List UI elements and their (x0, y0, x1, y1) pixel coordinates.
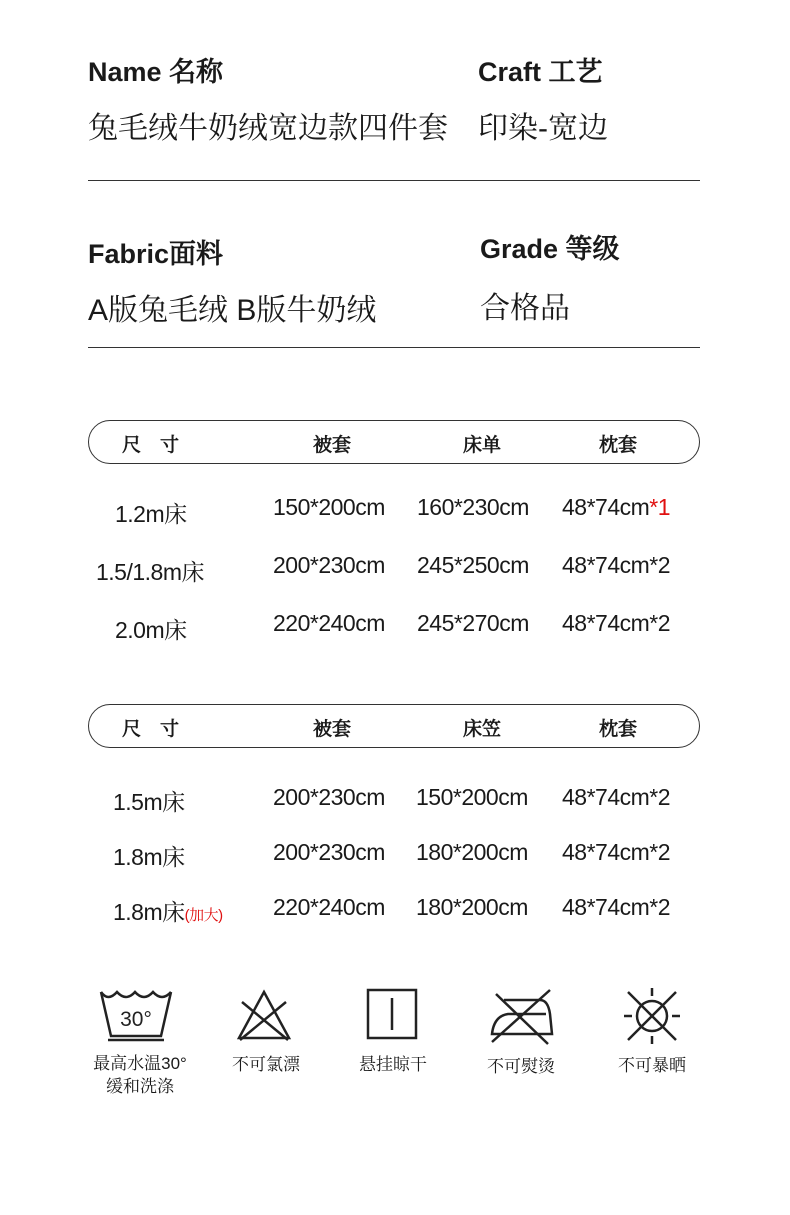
row-sheet: 150*200cm (416, 784, 528, 810)
header-duvet-cover: 被套 (313, 719, 352, 740)
grade-label: Grade 等级 (480, 234, 620, 264)
craft-label: Craft 工艺 (478, 57, 603, 87)
size-table-header (88, 704, 700, 748)
no-iron-icon (488, 986, 554, 1048)
size-note: (加大) (184, 907, 223, 924)
wash-temp-text: 30° (120, 1008, 152, 1031)
row-pillow (562, 494, 670, 521)
care-label-no-bleach: 不可氯漂 (232, 1055, 300, 1074)
header-size: 尺 寸 (122, 719, 180, 740)
row-sheet: 180*200cm (416, 894, 528, 920)
pillow-count: *1 (649, 494, 671, 520)
row-pillow: 48*74cm*2 (562, 839, 671, 865)
header-fitted-sheet: 床笠 (463, 719, 502, 740)
wash-30-icon (98, 988, 174, 1042)
care-label-hang-dry: 悬挂晾干 (359, 1055, 427, 1074)
divider (88, 180, 700, 181)
name-label: Name 名称 (88, 57, 224, 87)
header-size: 尺 寸 (122, 435, 180, 456)
size-text: 1.8m床 (113, 899, 185, 925)
fabric-value: A版兔毛绒 B版牛奶绒 (88, 294, 377, 327)
row-duvet: 220*240cm (273, 894, 385, 920)
row-size: 1.2m床 (115, 501, 187, 527)
header-flat-sheet: 床单 (463, 435, 502, 456)
size-table-header (88, 420, 700, 464)
divider (88, 347, 700, 348)
header-duvet-cover: 被套 (313, 435, 352, 456)
row-pillow: 48*74cm*2 (562, 610, 671, 636)
name-value: 兔毛绒牛奶绒宽边款四件套 (88, 112, 448, 145)
row-duvet: 220*240cm (273, 610, 385, 636)
care-label-line: 缓和洗涤 (106, 1077, 174, 1096)
row-size (113, 894, 223, 927)
no-sun-dry-icon (622, 986, 682, 1046)
row-size: 1.5m床 (113, 789, 185, 815)
header-pillowcase: 枕套 (599, 435, 638, 456)
row-sheet: 245*270cm (417, 610, 529, 636)
care-label-no-sun: 不可暴晒 (618, 1056, 686, 1075)
care-label-wash (85, 1052, 195, 1098)
craft-value: 印染-宽边 (478, 112, 608, 145)
hang-dry-icon (366, 988, 418, 1040)
row-duvet: 200*230cm (273, 552, 385, 578)
row-duvet: 200*230cm (273, 784, 385, 810)
grade-value: 合格品 (480, 292, 570, 325)
no-bleach-icon (236, 988, 292, 1042)
header-pillowcase: 枕套 (599, 719, 638, 740)
row-duvet: 150*200cm (273, 494, 385, 520)
care-label-no-iron: 不可熨烫 (487, 1057, 555, 1076)
row-sheet: 180*200cm (416, 839, 528, 865)
row-duvet: 200*230cm (273, 839, 385, 865)
row-size: 1.8m床 (113, 844, 185, 870)
pillow-size: 48*74cm (562, 494, 650, 520)
row-size: 1.5/1.8m床 (96, 559, 204, 585)
row-pillow: 48*74cm*2 (562, 552, 671, 578)
care-label-line: 最高水温30° (93, 1054, 187, 1073)
fabric-label: Fabric面料 (88, 239, 224, 269)
row-sheet: 245*250cm (417, 552, 529, 578)
row-sheet: 160*230cm (417, 494, 529, 520)
row-size: 2.0m床 (115, 617, 187, 643)
row-pillow: 48*74cm*2 (562, 894, 671, 920)
row-pillow: 48*74cm*2 (562, 784, 671, 810)
